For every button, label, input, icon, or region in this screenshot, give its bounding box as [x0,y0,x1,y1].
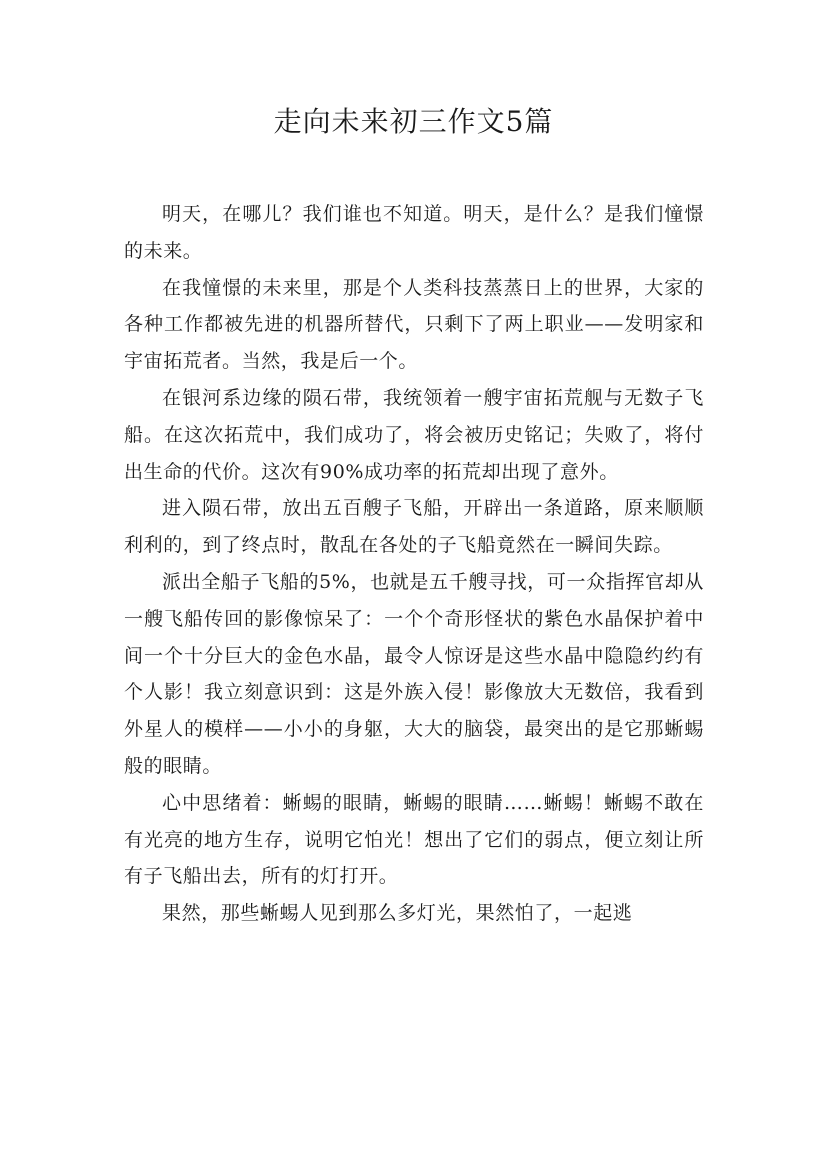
document-title: 走向未来初三作文5篇 [273,105,554,138]
paragraph: 派出全船子飞船的5%，也就是五千艘寻找，可一众指挥官却从一艘飞船传回的影像惊呆了：一个个奇形怪状的紫色水晶保护着中间一个十分巨大的金色水晶，最令人惊讶是这些水晶中隐隐约约有个人影！我立刻意识到：这是外族入侵！影像放大无数倍，我看到外星人的模样——小小的身躯，大大的脑袋，最突出的是它那蜥蜴般的眼睛。 [124,570,704,777]
document-body [124,196,704,932]
paragraph: 心中思绪着：蜥蜴的眼睛，蜥蜴的眼睛……蜥蜴！蜥蜴不敢在有光亮的地方生存，说明它怕光！想出了它们的弱点，便立刻让所有子飞船出去，所有的灯打开。 [124,791,704,888]
paragraph: 在银河系边缘的陨石带，我统领着一艘宇宙拓荒舰与无数子飞船。在这次拓荒中，我们成功了，将会被历史铭记；失败了，将付出生命的代价。这次有90%成功率的拓荒却出现了意外。 [124,386,704,483]
paragraph: 果然，那些蜥蜴人见到那么多灯光，果然怕了，一起逃 [162,902,633,925]
paragraph: 进入陨石带，放出五百艘子飞船，开辟出一条道路，原来顺顺利利的，到了终点时，散乱在各处的子飞船竟然在一瞬间失踪。 [124,497,704,557]
paragraph: 在我憧憬的未来里，那是个人类科技蒸蒸日上的世界，大家的各种工作都被先进的机器所替代，只剩下了两上职业——发明家和宇宙拓荒者。当然，我是后一个。 [124,276,704,373]
paragraph: 明天，在哪儿？我们谁也不知道。明天，是什么？是我们憧憬的未来。 [124,203,704,262]
